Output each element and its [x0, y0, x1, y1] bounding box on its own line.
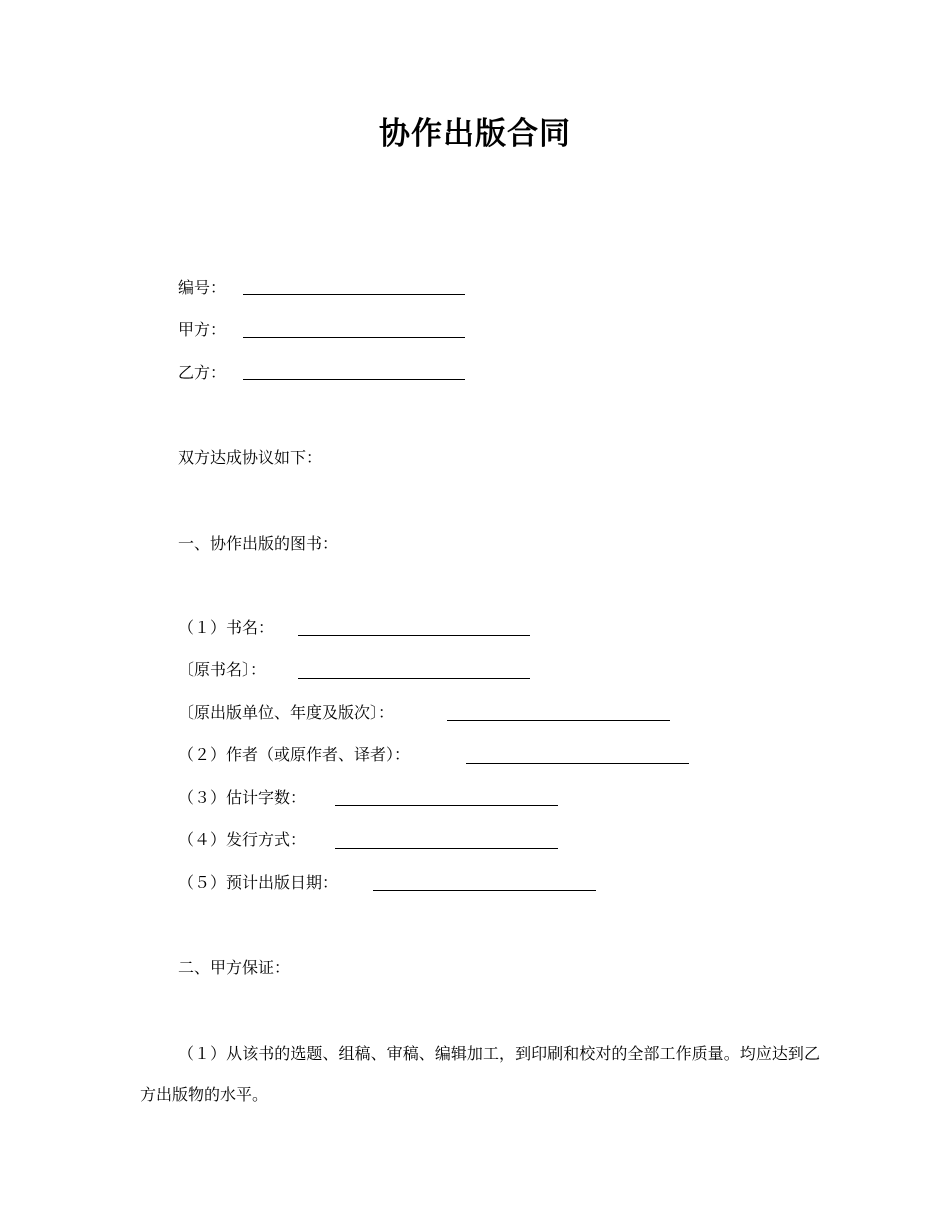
document-title: 协作出版合同 [379, 116, 571, 152]
party-b-label: 乙方： [178, 363, 227, 382]
distribution-blank[interactable] [335, 848, 558, 849]
book-title-label: （１）书名： [178, 618, 275, 637]
party-a-blank[interactable] [243, 337, 465, 338]
author-label: （２）作者（或原作者、译者）： [178, 745, 411, 764]
number-blank[interactable] [243, 294, 465, 295]
original-publisher-label: 〔原出版单位、年度及版次〕： [178, 703, 395, 722]
section2-heading: 二、甲方保证： [178, 958, 291, 977]
intro-text: 双方达成协议如下： [178, 448, 323, 467]
word-count-blank[interactable] [335, 805, 558, 806]
section2-paragraph-1: （１）从该书的选题、组稿、审稿、编辑加工，到印刷和校对的全部工作质量。均应达到乙方出版物的水平。 [140, 1044, 820, 1104]
author-blank[interactable] [466, 763, 689, 764]
distribution-label: （４）发行方式： [178, 830, 307, 849]
word-count-label: （３）估计字数： [178, 788, 307, 807]
original-title-label: 〔原书名〕： [178, 660, 267, 679]
party-b-blank[interactable] [243, 379, 465, 380]
number-label: 编号： [178, 278, 227, 297]
party-a-label: 甲方： [178, 320, 227, 339]
publish-date-blank[interactable] [373, 890, 596, 891]
publish-date-label: （５）预计出版日期： [178, 873, 339, 892]
original-title-blank[interactable] [298, 678, 530, 679]
section1-heading: 一、协作出版的图书： [178, 534, 339, 553]
book-title-blank[interactable] [298, 635, 530, 636]
original-publisher-blank[interactable] [447, 720, 670, 721]
